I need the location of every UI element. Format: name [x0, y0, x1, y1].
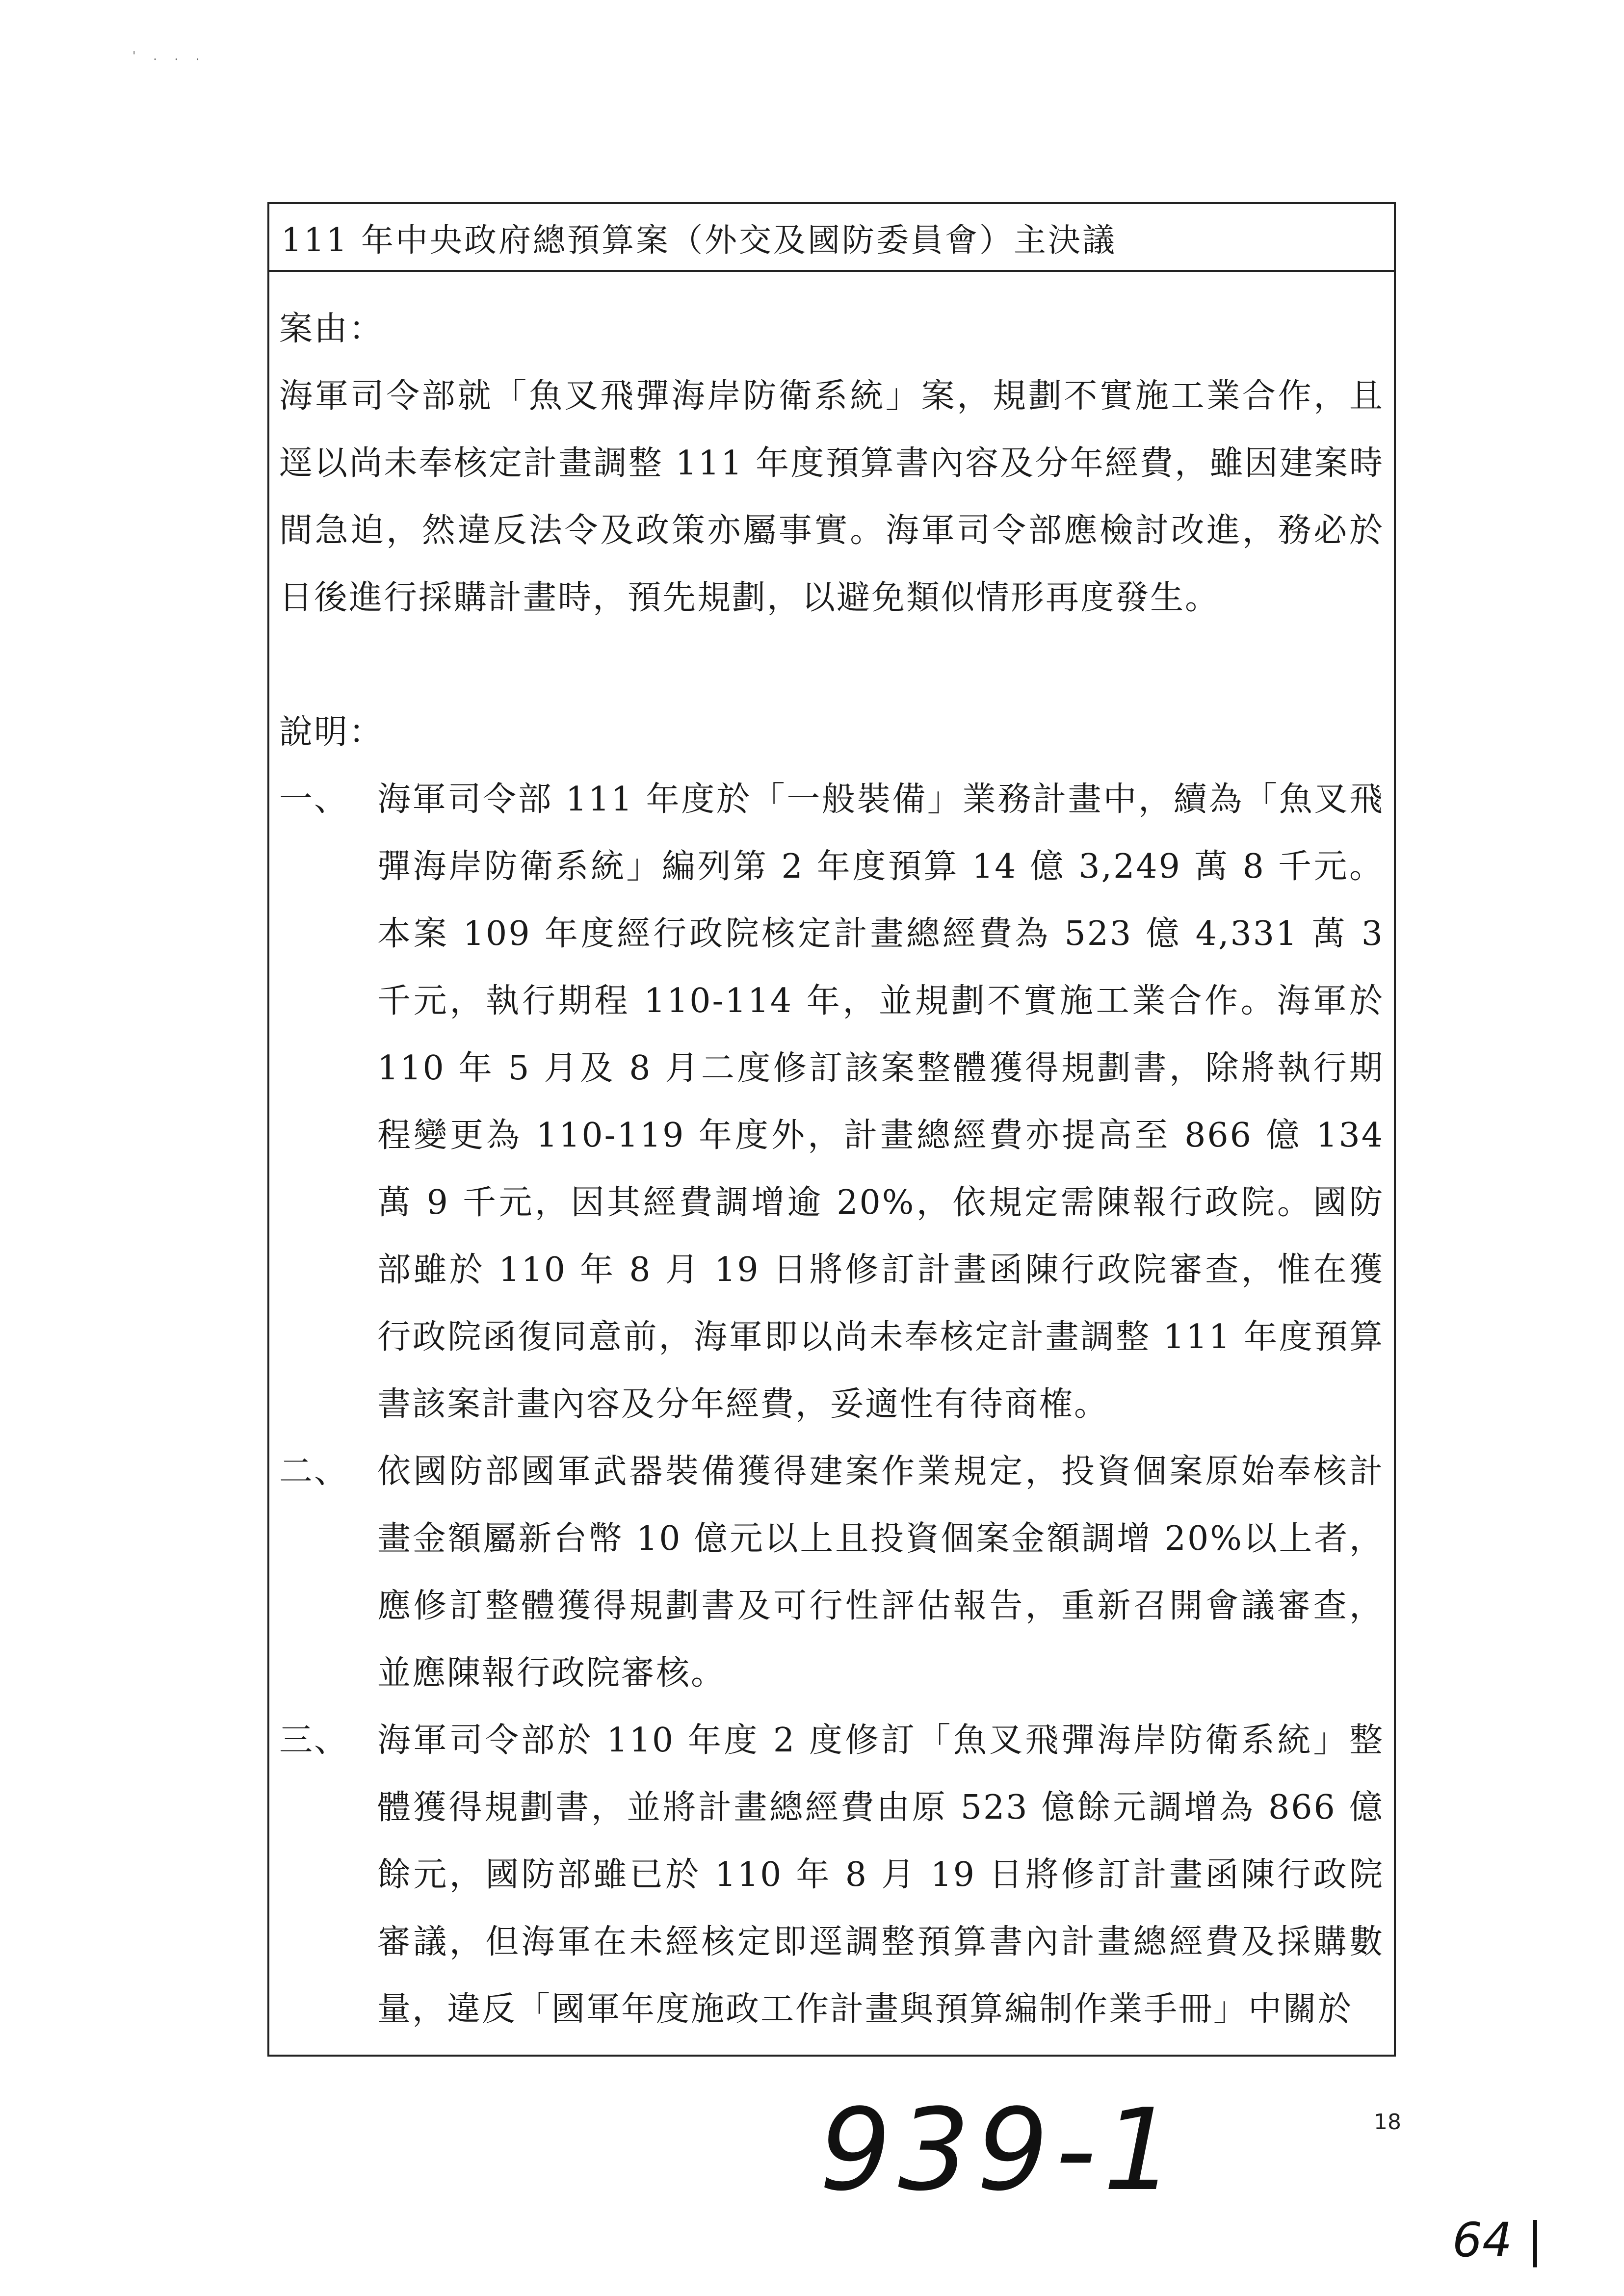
page-number: 18: [1374, 2110, 1401, 2135]
scan-specks: ' . . .: [132, 49, 207, 63]
explanation-label: 說明：: [279, 713, 384, 752]
handwritten-number: 939-1: [819, 2085, 1182, 2216]
item-text: 依國防部國軍武器裝備獲得建案作業規定，投資個案原始奉核計畫金額屬新台幣 10 億元以上且投資個案金額調增 20%以上者，應修訂整體獲得規劃書及可行性評估報告，重新召開會議審查，並應陳報行政院審核。: [377, 1452, 1384, 1693]
reason-text: 海軍司令部就「魚叉飛彈海岸防衛系統」案，規劃不實施工業合作，且逕以尚未奉核定計畫調整 111 年度預算書內容及分年經費，雖因建案時間急迫，然違反法令及政策亦屬事實。海軍司令部應檢討改進，務必於日後進行採購計畫時，預先規劃，以避免類似情形再度發生。: [279, 377, 1384, 617]
item-number: 三、: [279, 1721, 349, 1760]
resolution-content: [269, 272, 1394, 2043]
item-number: 一、: [279, 780, 349, 819]
explanation-item-3: [279, 1707, 1384, 2043]
explanation-item-1: [279, 766, 1384, 1438]
document-title: 111 年中央政府總預算案（外交及國防委員會）主決議: [269, 204, 1394, 272]
item-number: 二、: [279, 1452, 349, 1491]
item-text: 海軍司令部 111 年度於「一般裝備」業務計畫中，續為「魚叉飛彈海岸防衛系統」編列第 2 年度預算 14 億 3,249 萬 8 千元。本案 109 年度經行政院核定計畫總經費為 523 億 4,331 萬 3 千元，執行期程 110-114 年，並規劃不實施工業合作。海軍於 110 年 5 月及 8 月二度修訂該案整體獲得規劃書，除將執行期程變更為 110-119 年度外，計畫總經費亦提高至 866 億 134 萬 9 千元，因其經費調增逾 20%，依規定需陳報行政院。國防部雖於 110 年 8 月 19 日將修訂計畫函陳行政院審查，惟在獲行政院函復同意前，海軍即以尚未奉核定計畫調整 111 年度預算書該案計畫內容及分年經費，妥適性有待商榷。: [377, 780, 1384, 1424]
corner-handwritten-mark: 64 |: [1452, 2213, 1544, 2268]
reason-label: 案由：: [279, 310, 384, 348]
explanation-item-2: [279, 1438, 1384, 1707]
resolution-frame: [267, 202, 1396, 2057]
item-text: 海軍司令部於 110 年度 2 度修訂「魚叉飛彈海岸防衛系統」整體獲得規劃書，並將計畫總經費由原 523 億餘元調增為 866 億餘元，國防部雖已於 110 年 8 月 19 日將修訂計畫函陳行政院審議，但海軍在未經核定即逕調整預算書內計畫總經費及採購數量，違反「國軍年度施政工作計畫與預算編制作業手冊」中關於: [377, 1721, 1384, 2029]
section-spacer: [279, 631, 1384, 699]
